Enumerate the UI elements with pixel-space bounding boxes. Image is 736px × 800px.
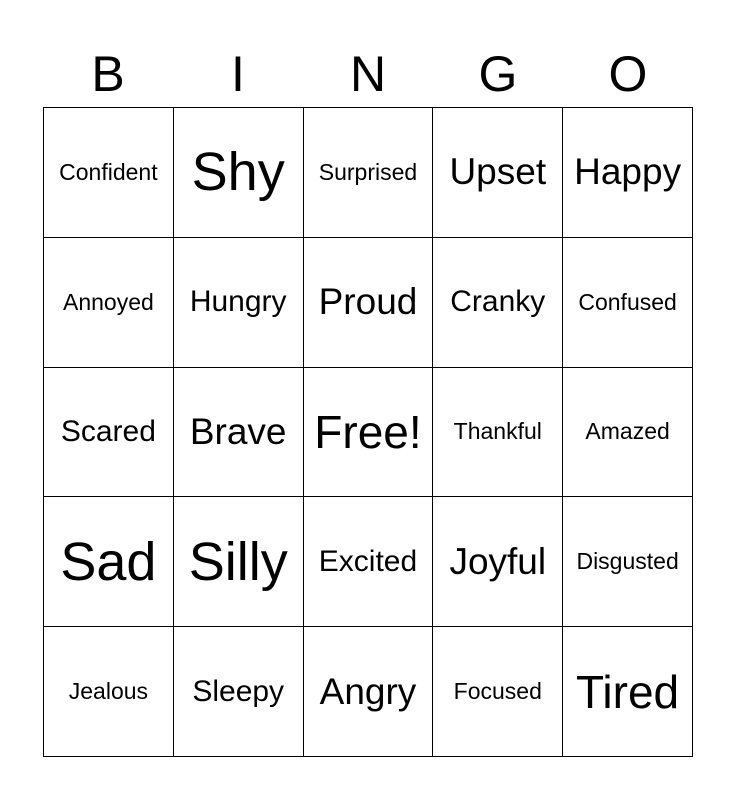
bingo-cell[interactable]: Tired — [563, 627, 693, 757]
header-letter-b: B — [91, 46, 125, 102]
bingo-cell[interactable]: Sad — [44, 497, 174, 627]
bingo-cell[interactable]: Focused — [433, 627, 563, 757]
bingo-header — [43, 40, 693, 108]
free-space-cell[interactable]: Free! — [304, 368, 434, 498]
header-letter-n: N — [349, 46, 387, 102]
bingo-cell[interactable]: Surprised — [304, 108, 434, 238]
bingo-cell[interactable]: Scared — [44, 368, 174, 498]
bingo-cell[interactable]: Happy — [563, 108, 693, 238]
header-letter-o: O — [608, 46, 648, 102]
bingo-cell[interactable]: Jealous — [44, 627, 174, 757]
bingo-cell[interactable]: Angry — [304, 627, 434, 757]
bingo-cell[interactable]: Silly — [174, 497, 304, 627]
bingo-cell[interactable]: Joyful — [433, 497, 563, 627]
bingo-cell[interactable]: Confused — [563, 238, 693, 368]
bingo-cell[interactable]: Disgusted — [563, 497, 693, 627]
bingo-cell[interactable]: Excited — [304, 497, 434, 627]
bingo-cell[interactable]: Shy — [174, 108, 304, 238]
bingo-cell[interactable]: Hungry — [174, 238, 304, 368]
bingo-cell[interactable]: Brave — [174, 368, 304, 498]
header-letter-i: I — [231, 46, 245, 102]
bingo-cell[interactable]: Proud — [304, 238, 434, 368]
bingo-cell[interactable]: Upset — [433, 108, 563, 238]
bingo-cell[interactable]: Sleepy — [174, 627, 304, 757]
bingo-cell[interactable]: Thankful — [433, 368, 563, 498]
bingo-cell[interactable]: Confident — [44, 108, 174, 238]
bingo-cell[interactable]: Amazed — [563, 368, 693, 498]
header-letter-g: G — [478, 46, 518, 102]
bingo-cell[interactable]: Annoyed — [44, 238, 174, 368]
bingo-card-grid — [43, 107, 693, 757]
bingo-cell[interactable]: Cranky — [433, 238, 563, 368]
